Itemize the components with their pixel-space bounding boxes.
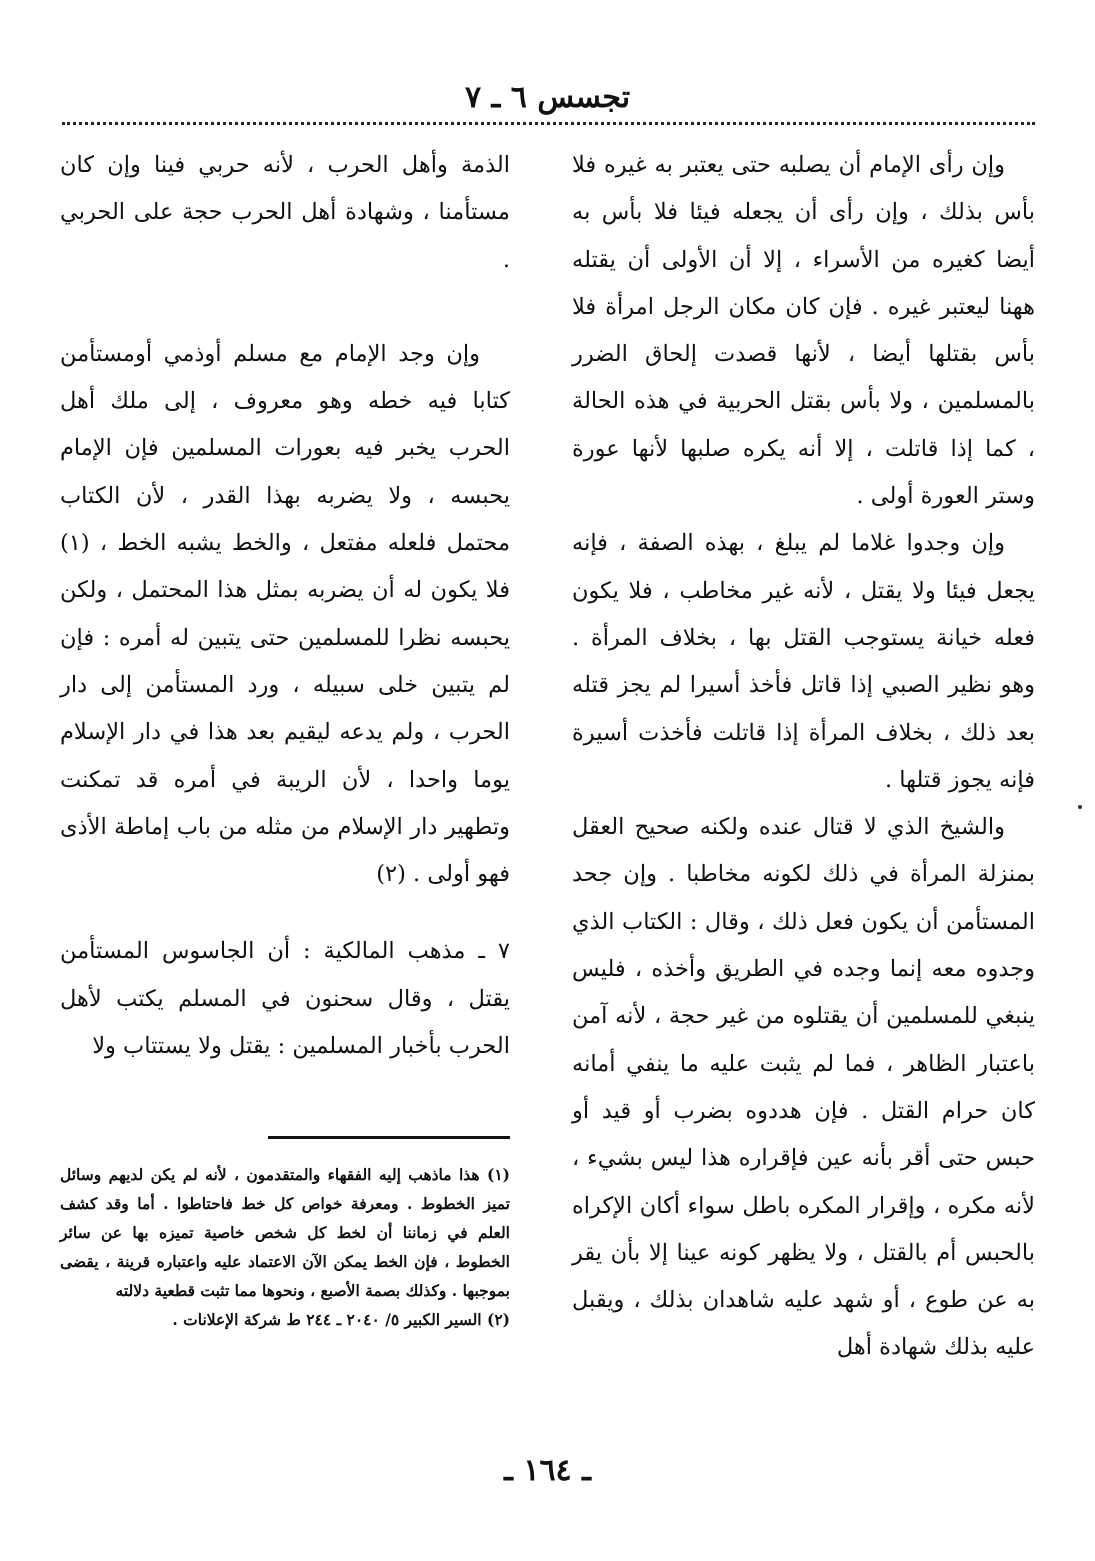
paragraph-letter: وإن وجد الإمام مع مسلم أوذمي أومستأمن كتابا فيه خطه وهو معروف ، إلى ملك أهل الحرب يخبر فيه بعورات المسلمين فإن الإمام يحبسه ، ولا يضربه بهذا القدر ، لأن الكتاب محتمل فلعله مفتعل ، والخط يشبه الخط ، (١) فلا يكون له أن يضربه بمثل هذا المحتمل ، ولكن يحبسه نظرا للمسلمين حتى يتبين له أمره : فإن لم يتبين خلى سبيله ، ورد المستأمن إلى دار الحرب ، ولم يدعه ليقيم بعد هذا في دار الإسلام يوما واحدا ، لأن الريبة في أمره قد تمكنت وتطهير دار الإسلام من مثله من باب إماطة الأذى فهو أولى . (٢) xyxy=(60,340,510,888)
page-number: ـ ١٦٤ ـ xyxy=(504,1453,591,1488)
footnote-2: (٢) السير الكبير ٥/ ٢٠٤٠ ـ ٢٤٤ ط شركة الإعلانات . xyxy=(172,1310,510,1329)
scan-speck xyxy=(1078,805,1082,809)
running-header: تجسس ٦ ـ ٧ xyxy=(464,80,631,115)
footnotes xyxy=(60,1160,510,1334)
paragraph-gap xyxy=(60,284,510,331)
footnote-1: (١) هذا ماذهب إليه الفقهاء والمتقدمون ، لأنه لم يكن لديهم وسائل تميز الخطوط . ومعرفة خواص كل خط فاحتاطوا . أما وقد كشف العلم في زماننا أن لخط كل شخص خاصية تميزه بها عن سائر الخطوط ، فإن الخط يمكن الآن الاعتماد عليه واعتباره قرينة ، يقضى بموجبها . وكذلك بصمة الأصبع ، ونحوها مما تثبت قطعية دلالته xyxy=(60,1165,510,1300)
header-dotted-rule xyxy=(62,122,1035,125)
paragraph-old-man: والشيخ الذي لا قتال عنده ولكنه صحيح العقل بمنزلة المرأة في ذلك لكونه مخاطبا . وإن جحد المستأمن أن يكون فعل ذلك ، وقال : الكتاب الذي وجدوه معه إنما وجده في الطريق وأخذه ، فليس ينبغي للمسلمين أن يقتلوه من غير حجة ، لأنه آمن باعتبار الظاهر ، فما لم يثبت عليه ما ينفي أمانه كان حرام القتل . فإن هددوه بضرب أو قيد أو حبس حتى أقر بأنه عين فإقراره هذا ليس بشيء ، لأنه مكره ، وإقرار المكره باطل سواء أكان الإكراه بالحبس أم بالقتل ، ولا يظهر كونه عينا إلا بأن يقر به عن طوع ، أو شهد عليه شاهدان بذلك ، ويقبل عليه بذلك شهادة أهل xyxy=(572,814,1035,1361)
left-text-column xyxy=(60,142,510,1070)
paragraph-gap xyxy=(60,898,510,928)
footnote-separator xyxy=(268,1136,510,1139)
paragraph-testimony: الذمة وأهل الحرب ، لأنه حربي فينا وإن كان مستأمنا ، وشهادة أهل الحرب حجة على الحربي . xyxy=(60,152,510,273)
paragraph-boy: وإن وجدوا غلاما لم يبلغ ، بهذه الصفة ، فإنه يجعل فيئا ولا يقتل ، لأنه غير مخاطب ، فلا يكون فعله خيانة يستوجب القتل بها ، بخلاف المرأة . وهو نظير الصبي إذا قاتل فأخذ أسيرا لم يجز قتله بعد ذلك ، بخلاف المرأة إذا قاتلت فأخذت أسيرة فإنه يجوز قتلها . xyxy=(572,530,1035,793)
paragraph-crucifixion: وإن رأى الإمام أن يصلبه حتى يعتبر به غيره فلا بأس بذلك ، وإن رأى أن يجعله فيئا فلا بأس به أيضا كغيره من الأسراء ، إلا أن الأولى أن يقتله ههنا ليعتبر غيره . فإن كان مكان الرجل امرأة فلا بأس بقتلها أيضا ، لأنها قصدت إلحاق الضرر بالمسلمين ، ولا بأس بقتل الحربية في هذه الحالة ، كما إذا قاتلت ، إلا أنه يكره صلبها لأنها عورة وستر العورة أولى . xyxy=(572,152,1035,510)
paragraph-maliki-school: ٧ ـ مذهب المالكية : أن الجاسوس المستأمن يقتل ، وقال سحنون في المسلم يكتب لأهل الحرب بأخبار المسلمين : يقتل ولا يستتاب ولا xyxy=(60,938,510,1060)
right-text-column xyxy=(572,142,1035,1372)
